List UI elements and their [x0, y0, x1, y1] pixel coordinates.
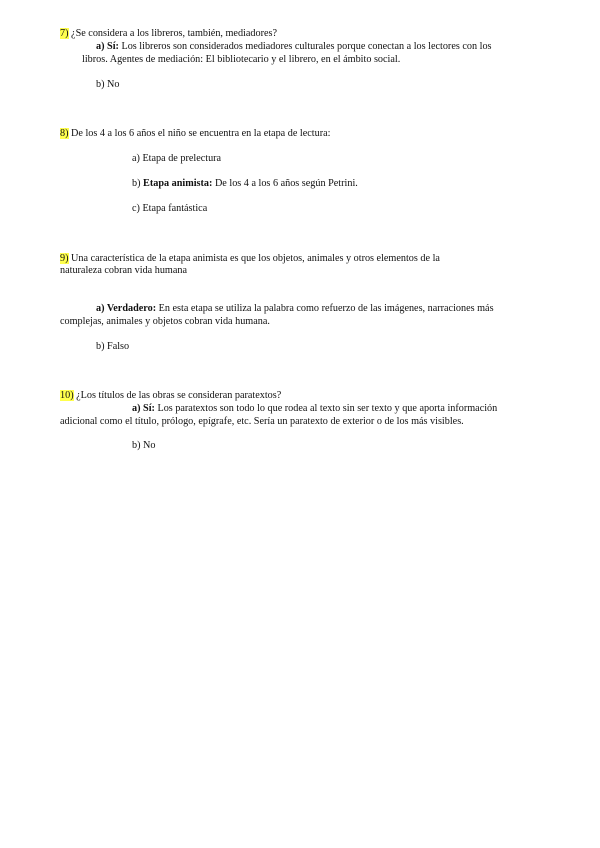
answer-text: En esta etapa se utiliza la palabra como refuerzo de las imágenes, narraciones más: [156, 303, 494, 314]
answer-a: [96, 303, 494, 315]
option-prefix: b): [132, 178, 144, 189]
option-bold: Etapa animista:: [143, 178, 213, 189]
question-text: ¿Los títulos de las obras se consideran paratextos?: [73, 390, 282, 401]
question-number: 8): [60, 128, 69, 139]
answer-a: [96, 41, 492, 53]
answer-text: Los paratextos son todo lo que rodea al texto sin ser texto y que aporta información: [154, 403, 498, 414]
question-8: [60, 128, 330, 140]
answer-b: b) Falso: [96, 341, 130, 352]
question-9-continued: naturaleza cobran vida humana: [60, 265, 187, 276]
option-text: De los 4 a los 6 años según Petrini.: [212, 178, 358, 189]
option-b: [132, 178, 358, 190]
option-a: a) Etapa de prelectura: [132, 153, 222, 164]
answer-label: a) Verdadero:: [96, 303, 157, 314]
answer-b: b) No: [96, 79, 120, 90]
answer-b: b) No: [132, 440, 156, 451]
answer-a-continued: complejas, animales y objetos cobran vida humana.: [60, 316, 270, 327]
question-text: Una característica de la etapa animista es que los objetos, animales y otros elementos de la: [68, 253, 440, 264]
question-9: [60, 253, 440, 265]
option-c: c) Etapa fantástica: [132, 203, 208, 214]
answer-a-continued: adicional como el título, prólogo, epígrafe, etc. Sería un paratexto de exterior o de los más visibles.: [60, 416, 464, 427]
answer-a-continued: libros. Agentes de mediación: El bibliotecario y el librero, en el ámbito social.: [82, 54, 401, 65]
question-number: 9): [60, 253, 69, 264]
question-text: ¿Se considera a los libreros, también, mediadores?: [71, 28, 277, 39]
question-7: [60, 28, 277, 40]
question-number: 7): [60, 28, 69, 39]
question-text: De los 4 a los 6 años el niño se encuentra en la etapa de lectura:: [68, 128, 331, 139]
question-10: [60, 390, 281, 402]
answer-label: a) Sí:: [96, 41, 119, 52]
question-number: 10): [60, 390, 74, 401]
answer-label: a) Sí:: [132, 403, 155, 414]
answer-text: Los libreros son considerados mediadores culturales porque conectan a los lectores con los: [118, 41, 492, 52]
answer-a: [132, 403, 497, 415]
